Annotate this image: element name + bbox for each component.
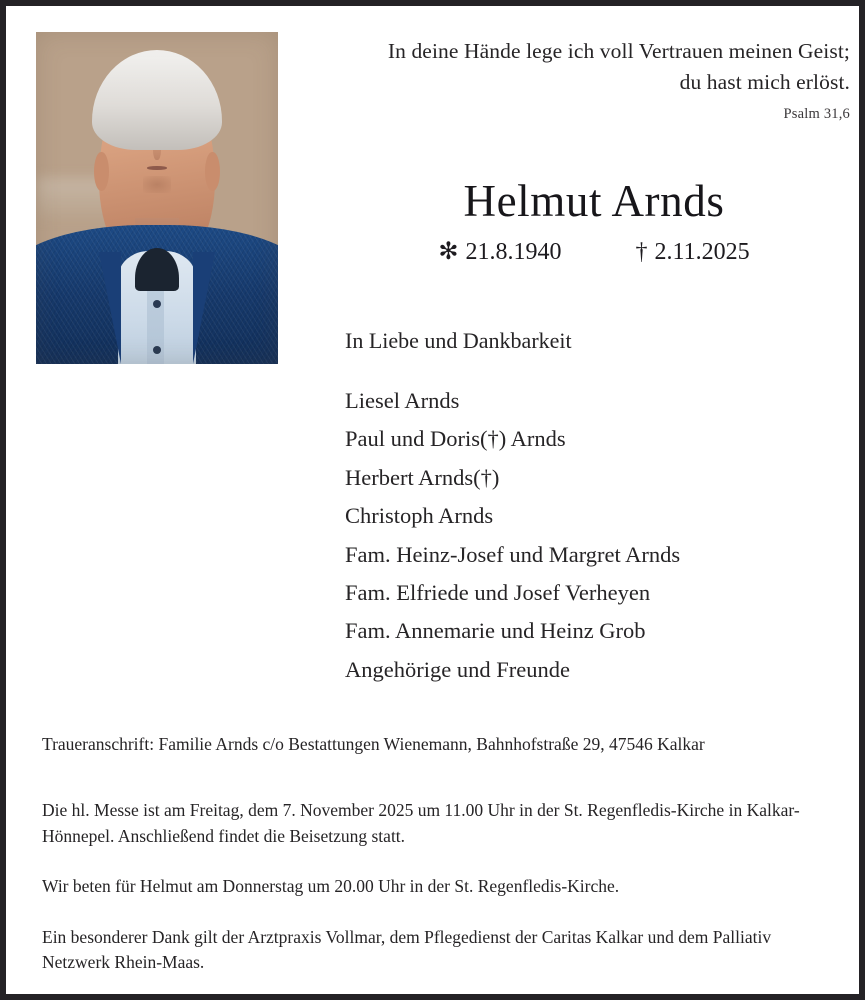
- list-item: Christoph Arnds: [345, 503, 494, 529]
- birth-date: 21.8.1940: [465, 239, 562, 265]
- quote-line-1: In deine Hände lege ich voll Vertrauen meinen Geist;: [387, 39, 850, 63]
- list-item: Paul und Doris(†) Arnds: [345, 426, 566, 452]
- mass-info: Die hl. Messe ist am Freitag, dem 7. November 2025 um 11.00 Uhr in der St. Regenfledis-Kirche in Kalkar-Hönnepel. Anschließend findet die Beisetzung statt.: [42, 800, 800, 846]
- list-item: Herbert Arnds(†): [345, 464, 500, 490]
- quote-line-2: du hast mich erlöst.: [679, 70, 850, 94]
- death-date-item: [636, 236, 750, 268]
- obituary-notice-body: [6, 6, 859, 994]
- deceased-name-block: [338, 174, 850, 268]
- life-dates: [338, 236, 850, 268]
- list-item: Fam. Heinz-Josef und Margret Arnds: [345, 541, 681, 567]
- birth-star-icon: ✻: [438, 239, 459, 265]
- list-item: Fam. Elfriede und Josef Verheyen: [345, 580, 651, 606]
- list-item: Fam. Annemarie und Heinz Grob: [345, 618, 646, 644]
- death-date: 2.11.2025: [654, 239, 750, 265]
- mourning-address: Traueranschrift: Familie Arnds c/o Bestattungen Wienemann, Bahnhofstraße 29, 47546 Kalkar: [42, 734, 705, 754]
- thanks-info: Ein besonderer Dank gilt der Arztpraxis Vollmar, dem Pflegedienst der Caritas Kalkar und dem Palliativ Netzwerk Rhein-Maas.: [42, 926, 772, 972]
- quote-source: Psalm 31,6: [783, 106, 850, 122]
- death-cross-icon: †: [635, 239, 648, 265]
- birth-date-item: [438, 236, 561, 268]
- deceased-name: Helmut Arnds: [463, 176, 725, 226]
- survivors-list: [345, 382, 845, 689]
- portrait-photo: [36, 32, 278, 364]
- service-information: [42, 798, 836, 976]
- scripture-quote: [338, 36, 850, 123]
- list-item: Liesel Arnds: [345, 388, 460, 413]
- dedication-text: In Liebe und Dankbarkeit: [345, 328, 572, 353]
- prayer-info: Wir beten für Helmut am Donnerstag um 20.00 Uhr in der St. Regenfledis-Kirche.: [42, 876, 620, 896]
- list-item: Angehörige und Freunde: [345, 656, 570, 682]
- portrait-vignette: [36, 32, 278, 364]
